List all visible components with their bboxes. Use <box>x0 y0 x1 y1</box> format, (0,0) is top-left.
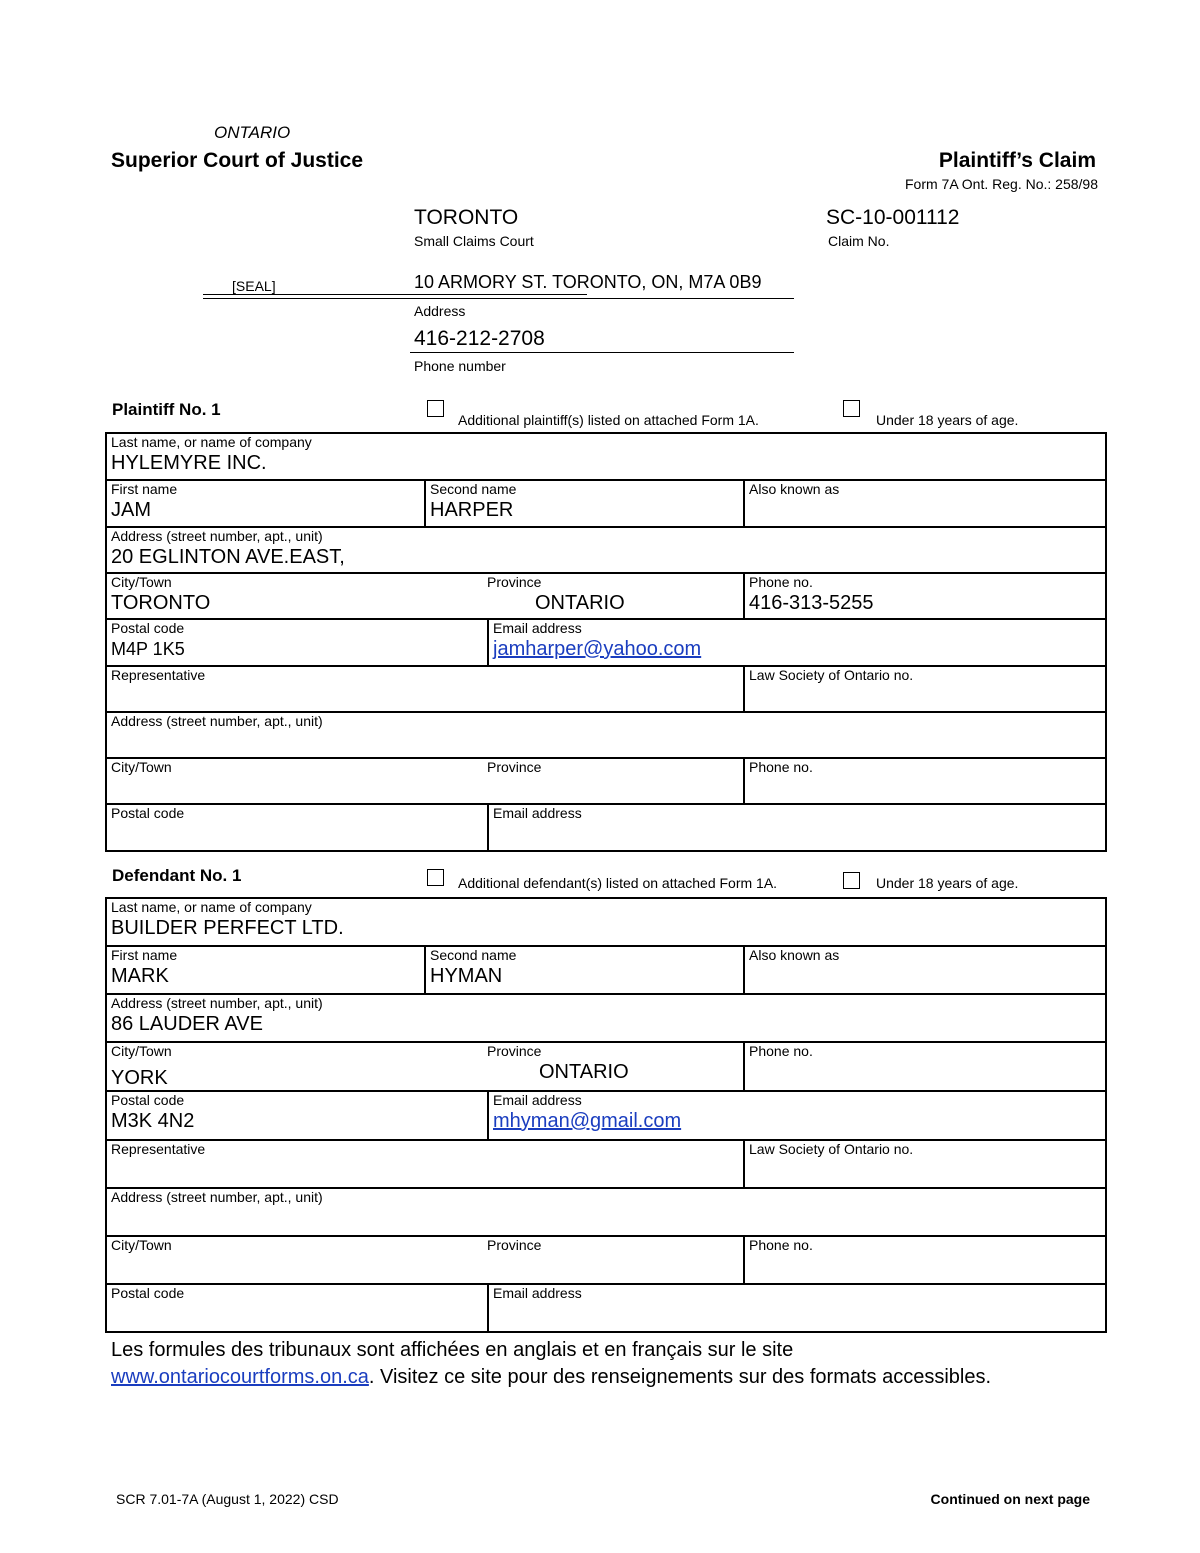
continued-note: Continued on next page <box>930 1491 1090 1507</box>
plaintiff-second-name-cell[interactable] <box>425 480 744 527</box>
form-title: Plaintiff’s Claim <box>938 149 1096 172</box>
plaintiff-under18-checkbox[interactable] <box>843 400 860 417</box>
plaintiff-rep-email-cell[interactable] <box>488 804 1106 851</box>
court-address-line <box>410 298 794 299</box>
court-location-label: Small Claims Court <box>414 233 534 249</box>
field-label: Phone no. <box>749 1043 813 1059</box>
defendant-rep-postal-cell[interactable] <box>106 1284 488 1332</box>
plaintiff-last-name: HYLEMYRE INC. <box>111 452 267 474</box>
field-label: Second name <box>430 947 517 963</box>
field-label: Email address <box>493 620 582 636</box>
defendant-last-name-cell[interactable] <box>106 898 1106 946</box>
field-label: Address (street number, apt., unit) <box>111 995 323 1011</box>
field-label: Postal code <box>111 1092 185 1108</box>
plaintiff-rep-city-cell[interactable] <box>106 758 744 804</box>
field-label: Phone no. <box>749 574 813 590</box>
plaintiff-city: TORONTO <box>111 592 211 614</box>
field-label: Phone no. <box>749 759 813 775</box>
defendant-aka-cell[interactable] <box>744 946 1106 994</box>
plaintiff-rep-phone-cell[interactable] <box>744 758 1106 804</box>
form-number: Form 7A Ont. Reg. No.: 258/98 <box>905 176 1098 192</box>
field-label: City/Town <box>111 1237 172 1253</box>
defendant-under18-checkbox[interactable] <box>843 872 860 889</box>
additional-defendants-label: Additional defendant(s) listed on attached Form 1A. <box>458 875 778 891</box>
defendant-city-province-cell[interactable] <box>106 1042 744 1091</box>
defendant-email-cell[interactable] <box>488 1091 1106 1140</box>
defendant-phone-cell[interactable] <box>744 1042 1106 1091</box>
plaintiff-address: 20 EGLINTON AVE.EAST, <box>111 546 345 568</box>
defendant-rep-phone-cell[interactable] <box>744 1236 1106 1284</box>
defendant-address-cell[interactable] <box>106 994 1106 1042</box>
defendant-postal-cell[interactable] <box>106 1091 488 1140</box>
plaintiff-under18-label: Under 18 years of age. <box>876 412 1019 428</box>
field-label: Province <box>487 1043 542 1059</box>
field-label: Last name, or name of company <box>111 434 312 450</box>
plaintiff-first-name-cell[interactable] <box>106 480 425 527</box>
french-notice-line1: Les formules des tribunaux sont affichées en anglais et en français sur le site <box>111 1339 794 1361</box>
field-label: Email address <box>493 1285 582 1301</box>
claim-number: SC-10-001112 <box>826 206 960 229</box>
court-address-label: Address <box>414 303 466 319</box>
plaintiff-table <box>105 432 1107 852</box>
field-label: Phone no. <box>749 1237 813 1253</box>
plaintiff-email-cell[interactable] <box>488 619 1106 666</box>
defendant-first-name: MARK <box>111 965 169 987</box>
court-phone: 416-212-2708 <box>414 327 545 350</box>
plaintiff-second-name: HARPER <box>430 499 514 521</box>
court-name: Superior Court of Justice <box>111 149 364 172</box>
defendant-address: 86 LAUDER AVE <box>111 1013 263 1035</box>
field-label: Last name, or name of company <box>111 899 312 915</box>
defendant-rep-address-cell[interactable] <box>106 1188 1106 1236</box>
additional-plaintiffs-checkbox[interactable] <box>427 400 444 417</box>
claim-number-label: Claim No. <box>828 233 890 249</box>
court-location: TORONTO <box>414 206 519 229</box>
field-label: Postal code <box>111 1285 185 1301</box>
field-label: Email address <box>493 805 582 821</box>
plaintiff-aka-cell[interactable] <box>744 480 1106 527</box>
field-label: Address (street number, apt., unit) <box>111 528 323 544</box>
defendant-table <box>105 897 1107 1333</box>
defendant-second-name: HYMAN <box>430 965 503 987</box>
seal-line-1 <box>203 294 587 295</box>
field-label: First name <box>111 947 178 963</box>
defendant-representative-cell[interactable] <box>106 1140 744 1188</box>
plaintiff-postal: M4P 1K5 <box>111 639 185 659</box>
field-label: Postal code <box>111 620 185 636</box>
plaintiff-last-name-cell[interactable] <box>106 433 1106 480</box>
plaintiff-phone-cell[interactable] <box>744 573 1106 619</box>
defendant-last-name: BUILDER PERFECT LTD. <box>111 917 344 939</box>
field-label: Representative <box>111 667 206 683</box>
defendant-rep-email-cell[interactable] <box>488 1284 1106 1332</box>
field-label: Email address <box>493 1092 582 1108</box>
field-label: First name <box>111 481 178 497</box>
plaintiff-rep-postal-cell[interactable] <box>106 804 488 851</box>
defendant-lso-cell[interactable] <box>744 1140 1106 1188</box>
plaintiff-phone: 416-313-5255 <box>749 592 874 614</box>
field-label: Address (street number, apt., unit) <box>111 713 323 729</box>
field-label: Province <box>487 574 542 590</box>
court-phone-line <box>410 352 794 353</box>
field-label: Law Society of Ontario no. <box>749 667 914 683</box>
field-label: Representative <box>111 1141 206 1157</box>
defendant-heading: Defendant No. 1 <box>112 866 242 885</box>
defendant-rep-city-cell[interactable] <box>106 1236 744 1284</box>
plaintiff-address-cell[interactable] <box>106 527 1106 573</box>
field-label: Also known as <box>749 947 840 963</box>
plaintiff-city-province-cell[interactable] <box>106 573 744 619</box>
defendant-first-name-cell[interactable] <box>106 946 425 994</box>
form-code: SCR 7.01-7A (August 1, 2022) CSD <box>116 1491 339 1507</box>
field-label: Second name <box>430 481 517 497</box>
jurisdiction: ONTARIO <box>214 123 291 142</box>
seal-label: [SEAL] <box>232 278 276 294</box>
field-label: Address (street number, apt., unit) <box>111 1189 323 1205</box>
french-notice-line2: . Visitez ce site pour des renseignements sur des formats accessibles. <box>368 1366 992 1388</box>
defendant-province: ONTARIO <box>539 1061 629 1083</box>
plaintiff-rep-address-cell[interactable] <box>106 712 1106 758</box>
field-label: Law Society of Ontario no. <box>749 1141 914 1157</box>
field-label: City/Town <box>111 1043 172 1059</box>
website-link[interactable]: www.ontariocourtforms.on.ca <box>111 1366 369 1388</box>
additional-plaintiffs-label: Additional plaintiff(s) listed on attached Form 1A. <box>458 412 759 428</box>
plaintiff-province: ONTARIO <box>535 592 625 614</box>
defendant-second-name-cell[interactable] <box>425 946 744 994</box>
field-label: City/Town <box>111 759 172 775</box>
field-label: Postal code <box>111 805 185 821</box>
field-label: City/Town <box>111 574 172 590</box>
plaintiff-postal-cell[interactable] <box>106 619 488 666</box>
plaintiff-email-link[interactable]: jamharper@yahoo.com <box>493 638 702 660</box>
defendant-city: YORK <box>111 1067 168 1089</box>
defendant-postal: M3K 4N2 <box>111 1110 195 1132</box>
plaintiff-first-name: JAM <box>111 499 151 521</box>
field-label: Province <box>487 1237 542 1253</box>
field-label: Also known as <box>749 481 840 497</box>
plaintiff-heading: Plaintiff No. 1 <box>112 400 221 419</box>
plaintiff-lso-cell[interactable] <box>744 666 1106 712</box>
court-address: 10 ARMORY ST. TORONTO, ON, M7A 0B9 <box>414 272 762 292</box>
defendant-under18-label: Under 18 years of age. <box>876 875 1019 891</box>
defendant-email-link[interactable]: mhyman@gmail.com <box>493 1110 682 1132</box>
plaintiff-representative-cell[interactable] <box>106 666 744 712</box>
field-label: Province <box>487 759 542 775</box>
french-notice <box>111 1337 1121 1391</box>
court-phone-label: Phone number <box>414 358 506 374</box>
additional-defendants-checkbox[interactable] <box>427 869 444 886</box>
